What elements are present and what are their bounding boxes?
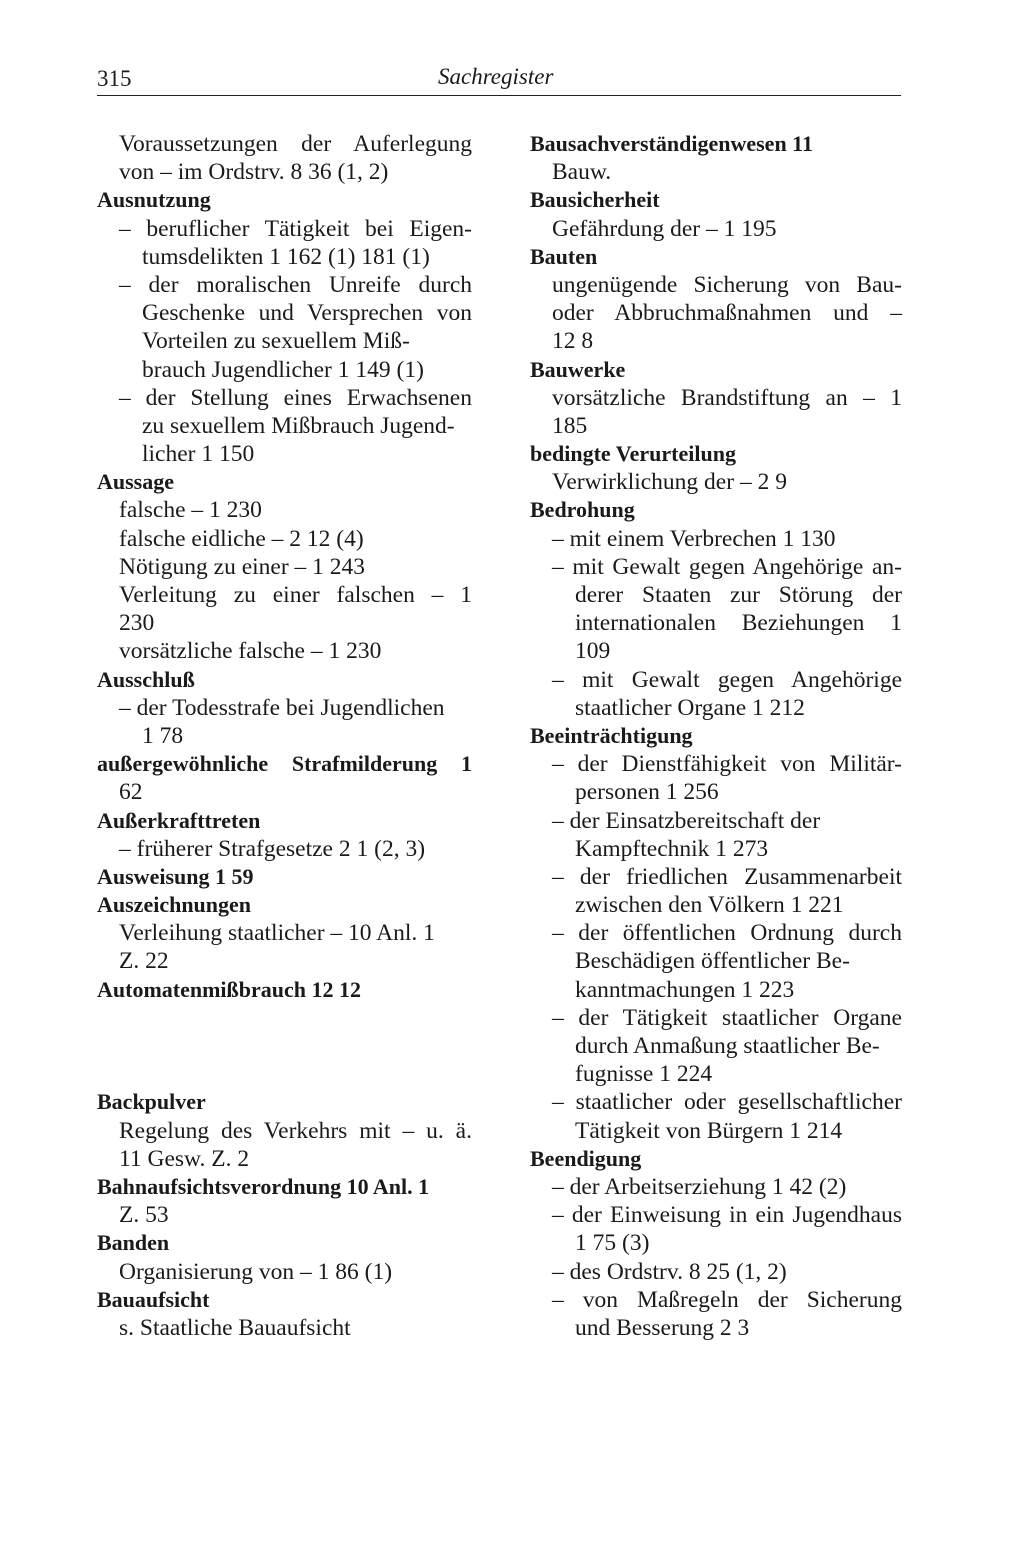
index-entry-line: tumsdelikten 1 162 (1) 181 (1) (142, 243, 430, 270)
index-entry-line: kanntmachungen 1 223 (575, 976, 795, 1003)
index-entry-line: staatlicher Organe 1 212 (575, 694, 805, 721)
index-heading: Bauaufsicht (97, 1286, 210, 1312)
index-entry-line: durch Anmaßung staatlicher Be- (575, 1033, 880, 1059)
index-entry-line: zu sexuellem Mißbrauch Jugend- (142, 412, 455, 439)
index-entry-line: personen 1 256 (575, 779, 719, 806)
index-heading: Beeinträchtigung (530, 722, 693, 748)
index-entry-line: – der Todesstrafe bei Jugendlichen (119, 694, 445, 721)
index-entry-line: zwischen den Völkern 1 221 (575, 892, 844, 919)
header-rule (97, 95, 901, 96)
index-entry-line: s. Staatliche Bauaufsicht (119, 1314, 351, 1341)
index-heading: Bauten (530, 243, 598, 269)
index-entry-line: Z. 53 (119, 1202, 169, 1229)
index-entry-line: Nötigung zu einer – 1 243 (119, 553, 366, 580)
running-head: Sachregister (438, 64, 554, 89)
index-entry-line: Regelung des Verkehrs mit – u. ä. (119, 1117, 472, 1144)
index-entry-line: – mit Gewalt gegen Angehörige an- (552, 553, 902, 580)
index-entry-line: ungenügende Sicherung von Bau- (552, 271, 902, 298)
index-entry-line: von – im Ordstrv. 8 36 (1, 2) (119, 159, 389, 186)
index-entry-line: 62 (119, 779, 143, 806)
index-heading: Aussage (97, 469, 175, 495)
index-entry-line: Kampftechnik 1 273 (575, 835, 769, 862)
index-entry-line: – der Stellung eines Erwachsenen (119, 384, 472, 411)
index-heading: Banden (97, 1230, 170, 1256)
index-heading: Bedrohung (530, 497, 635, 523)
index-entry-line: – früherer Strafgesetze 2 1 (2, 3) (119, 835, 426, 862)
index-entry-line: – der öffentlichen Ordnung durch (552, 920, 902, 947)
index-entry-line: – der Einsatzbereitschaft der (552, 807, 821, 834)
index-heading: außergewöhnliche Strafmilderung 1 (97, 751, 472, 777)
index-entry-line: Verleitung zu einer falschen – 1 (119, 582, 472, 608)
index-entry-line: 12 8 (552, 328, 594, 355)
index-entry-line: Tätigkeit von Bürgern 1 214 (575, 1117, 843, 1144)
index-entry-line: falsche – 1 230 (119, 497, 262, 524)
index-entry-line: – der friedlichen Zusammenarbeit (552, 863, 902, 890)
index-heading: Beendigung (530, 1145, 642, 1171)
index-heading: Auszeichnungen (97, 892, 252, 918)
page-number: 315 (97, 66, 132, 91)
index-entry-line: licher 1 150 (142, 441, 255, 468)
index-heading: Bausachverständigenwesen 11 (530, 131, 813, 156)
index-entry-line: – von Maßregeln der Sicherung (552, 1286, 902, 1313)
index-entry-line: 109 (575, 638, 611, 665)
index-entry-line: 185 (552, 412, 588, 439)
index-entry-line: Gefährdung der – 1 195 (552, 215, 777, 242)
index-entry-line: 230 (119, 610, 155, 637)
index-entry-line: – der Tätigkeit staatlicher Organe (552, 1004, 902, 1031)
index-entry-line: derer Staaten zur Störung der (575, 582, 902, 608)
index-column-right (530, 130, 902, 1342)
index-entry-line: brauch Jugendlicher 1 149 (1) (142, 356, 424, 383)
index-entry-line: – mit einem Verbrechen 1 130 (552, 525, 836, 552)
index-heading: Bahnaufsichtsverordnung 10 Anl. 1 (97, 1173, 430, 1199)
section-gap (97, 1004, 472, 1089)
index-entry-line: Vorteilen zu sexuellem Miß- (142, 328, 410, 355)
index-heading: Backpulver (97, 1089, 206, 1115)
index-entry-line: 1 75 (3) (575, 1230, 650, 1257)
index-entry-line: und Besserung 2 3 (575, 1314, 750, 1341)
index-entry-line: vorsätzliche falsche – 1 230 (119, 638, 382, 665)
index-entry-line: vorsätzliche Brandstiftung an – 1 (552, 384, 902, 411)
index-heading: Ausweisung 1 59 (97, 863, 254, 889)
index-entry-line: – der Dienstfähigkeit von Militär- (552, 751, 902, 778)
index-entry-line: Z. 22 (119, 948, 169, 975)
index-entry-line: – der moralischen Unreife durch (119, 271, 472, 298)
index-heading: Bausicherheit (530, 187, 660, 213)
index-entry-line: falsche eidliche – 2 12 (4) (119, 525, 364, 552)
index-entry-line: Verwirklichung der – 2 9 (552, 469, 787, 496)
index-heading: Ausschluß (97, 666, 195, 692)
index-entry-line: oder Abbruchmaßnahmen und – (552, 300, 902, 327)
index-entry-line: Geschenke und Versprechen von (142, 300, 472, 327)
index-entry-line: – staatlicher oder gesellschaftlicher (552, 1089, 902, 1116)
index-entry-line: Bauw. (552, 159, 612, 186)
index-heading: Ausnutzung (97, 187, 211, 213)
index-entry-line: 11 Gesw. Z. 2 (119, 1145, 250, 1172)
index-entry-line: – mit Gewalt gegen Angehörige (552, 666, 902, 693)
index-heading: Automatenmißbrauch 12 12 (97, 976, 362, 1002)
index-entry-line: – der Einweisung in ein Jugendhaus (552, 1202, 902, 1229)
index-entry-line: – beruflicher Tätigkeit bei Eigen- (119, 215, 472, 242)
index-entry-line: Verleihung staatlicher – 10 Anl. 1 (119, 920, 435, 947)
index-entry-line: Voraussetzungen der Auferlegung (119, 131, 472, 157)
index-entry-line: – des Ordstrv. 8 25 (1, 2) (552, 1258, 787, 1285)
index-entry-line: 1 78 (142, 722, 184, 749)
index-column-left (97, 130, 472, 1342)
index-entry-line: – der Arbeitserziehung 1 42 (2) (552, 1173, 847, 1200)
index-heading: bedingte Verurteilung (530, 441, 736, 467)
index-heading: Außerkrafttreten (97, 807, 261, 833)
index-entry-line: Beschädigen öffentlicher Be- (575, 948, 850, 975)
index-heading: Bauwerke (530, 356, 626, 382)
index-entry-line: internationalen Beziehungen 1 (575, 610, 902, 637)
index-entry-line: fugnisse 1 224 (575, 1061, 713, 1088)
index-entry-line: Organisierung von – 1 86 (1) (119, 1258, 393, 1285)
